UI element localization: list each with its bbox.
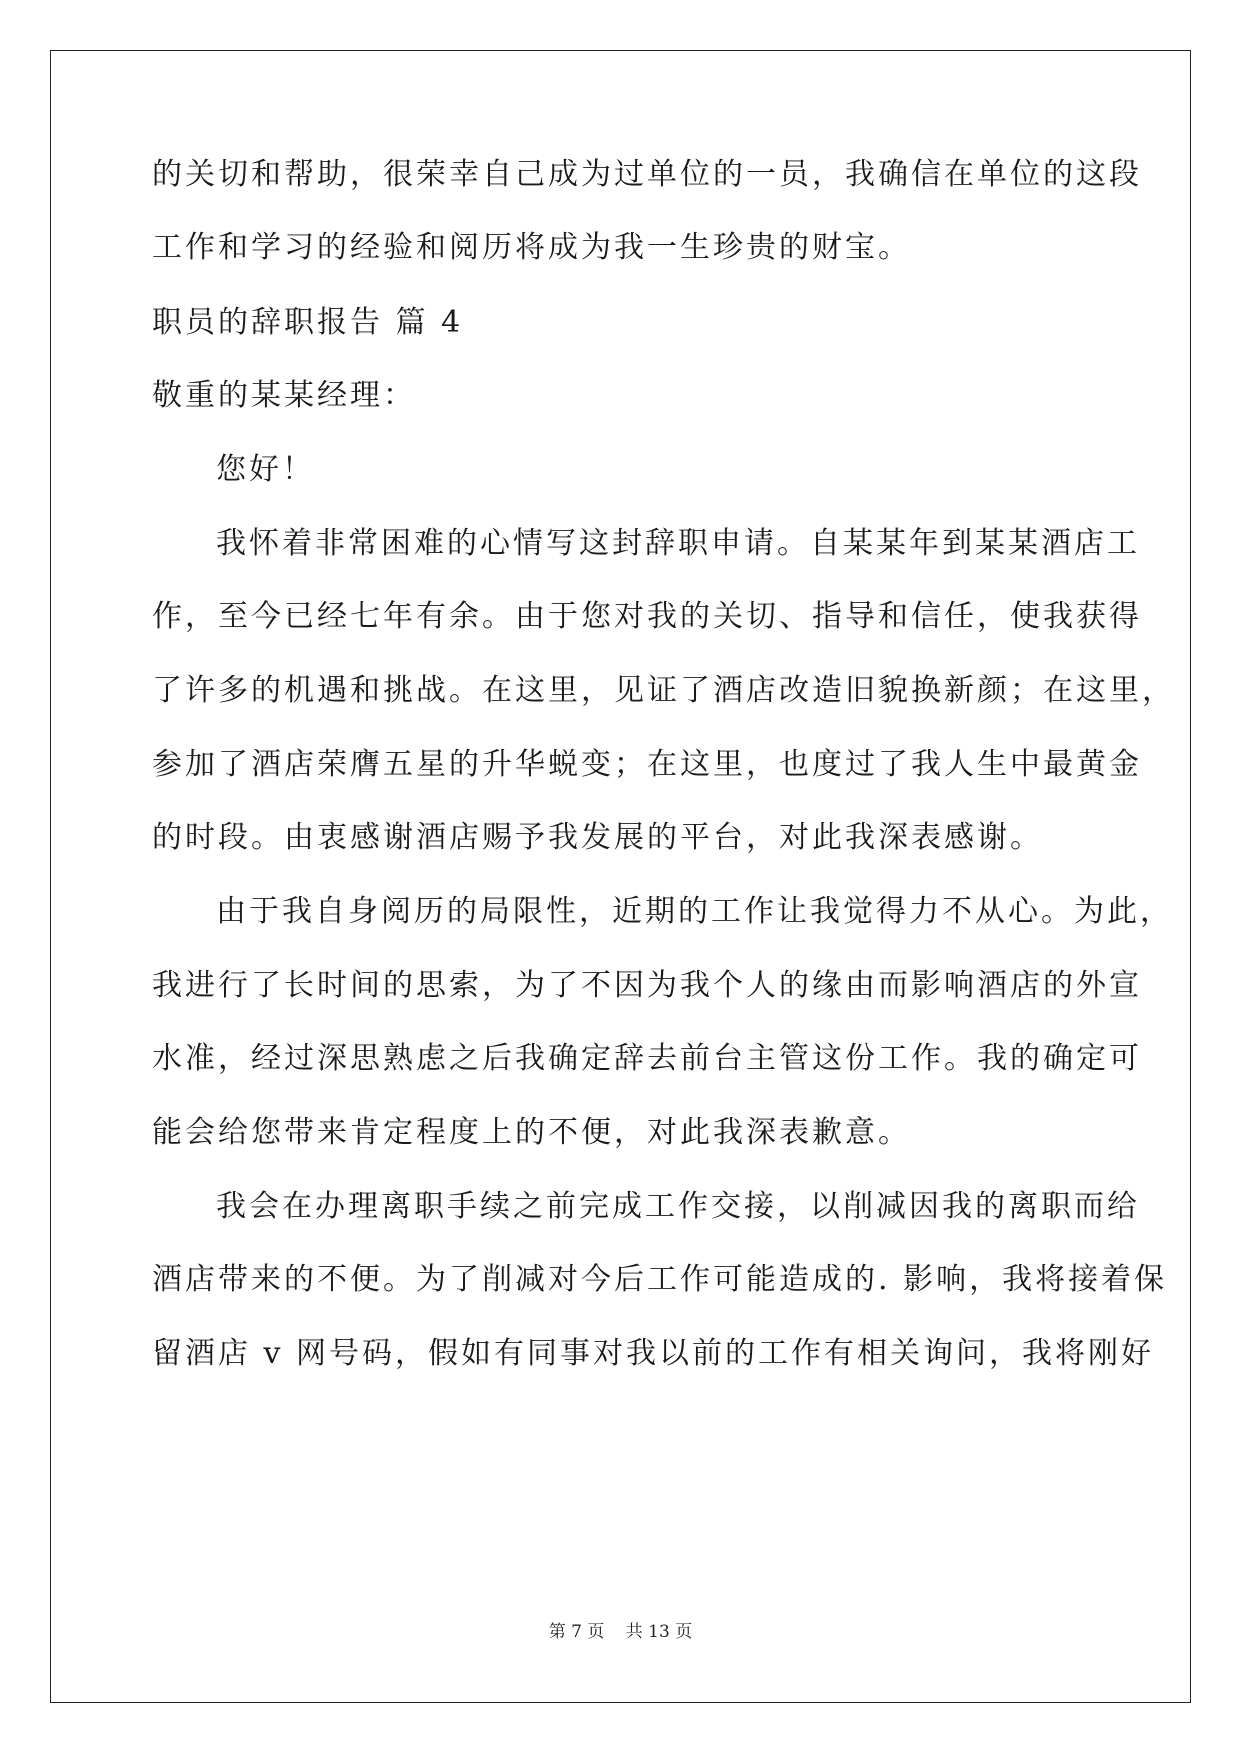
paragraph-line: 参加了酒店荣膺五星的升华蜕变；在这里，也度过了我人生中最黄金: [152, 747, 1142, 782]
salutation: 敬重的某某经理：: [152, 378, 416, 413]
paragraph-line: 由于我自身阅历的局限性，近期的工作让我觉得力不从心。为此，: [216, 894, 1173, 929]
paragraph-line: 水准，经过深思熟虑之后我确定辞去前台主管这份工作。我的确定可: [152, 1041, 1142, 1076]
paragraph-line: 留酒店 v 网号码，假如有同事对我以前的工作有相关询问，我将刚好: [152, 1336, 1155, 1371]
paragraph-line: 酒店带来的不便。为了削减对今后工作可能造成的. 影响，我将接着保: [152, 1262, 1168, 1297]
paragraph-line: 作，至今已经七年有余。由于您对我的关切、指导和信任，使我获得: [152, 599, 1142, 634]
page-border: [50, 50, 1191, 1703]
paragraph-line: 能会给您带来肯定程度上的不便，对此我深表歉意。: [152, 1115, 911, 1150]
page-footer: [0, 1620, 1241, 1644]
paragraph-line: 了许多的机遇和挑战。在这里，见证了酒店改造旧貌换新颜；在这里，: [152, 673, 1175, 708]
page-total: 共 13 页: [625, 1622, 693, 1642]
greeting: 您好！: [216, 452, 315, 487]
paragraph-line: 工作和学习的经验和阅历将成为我一生珍贵的财宝。: [152, 230, 911, 265]
page-number: 第 7 页: [548, 1622, 605, 1642]
section-heading: 职员的辞职报告 篇 4: [152, 305, 464, 340]
paragraph-line: 我会在办理离职手续之前完成工作交接，以削减因我的离职而给: [216, 1189, 1140, 1224]
paragraph-line: 的时段。由衷感谢酒店赐予我发展的平台，对此我深表感谢。: [152, 820, 1043, 855]
paragraph-line: 我进行了长时间的思索，为了不因为我个人的缘由而影响酒店的外宣: [152, 968, 1142, 1003]
paragraph-line: 我怀着非常困难的心情写这封辞职申请。自某某年到某某酒店工: [216, 526, 1140, 561]
paragraph-line: 的关切和帮助，很荣幸自己成为过单位的一员，我确信在单位的这段: [152, 157, 1142, 192]
